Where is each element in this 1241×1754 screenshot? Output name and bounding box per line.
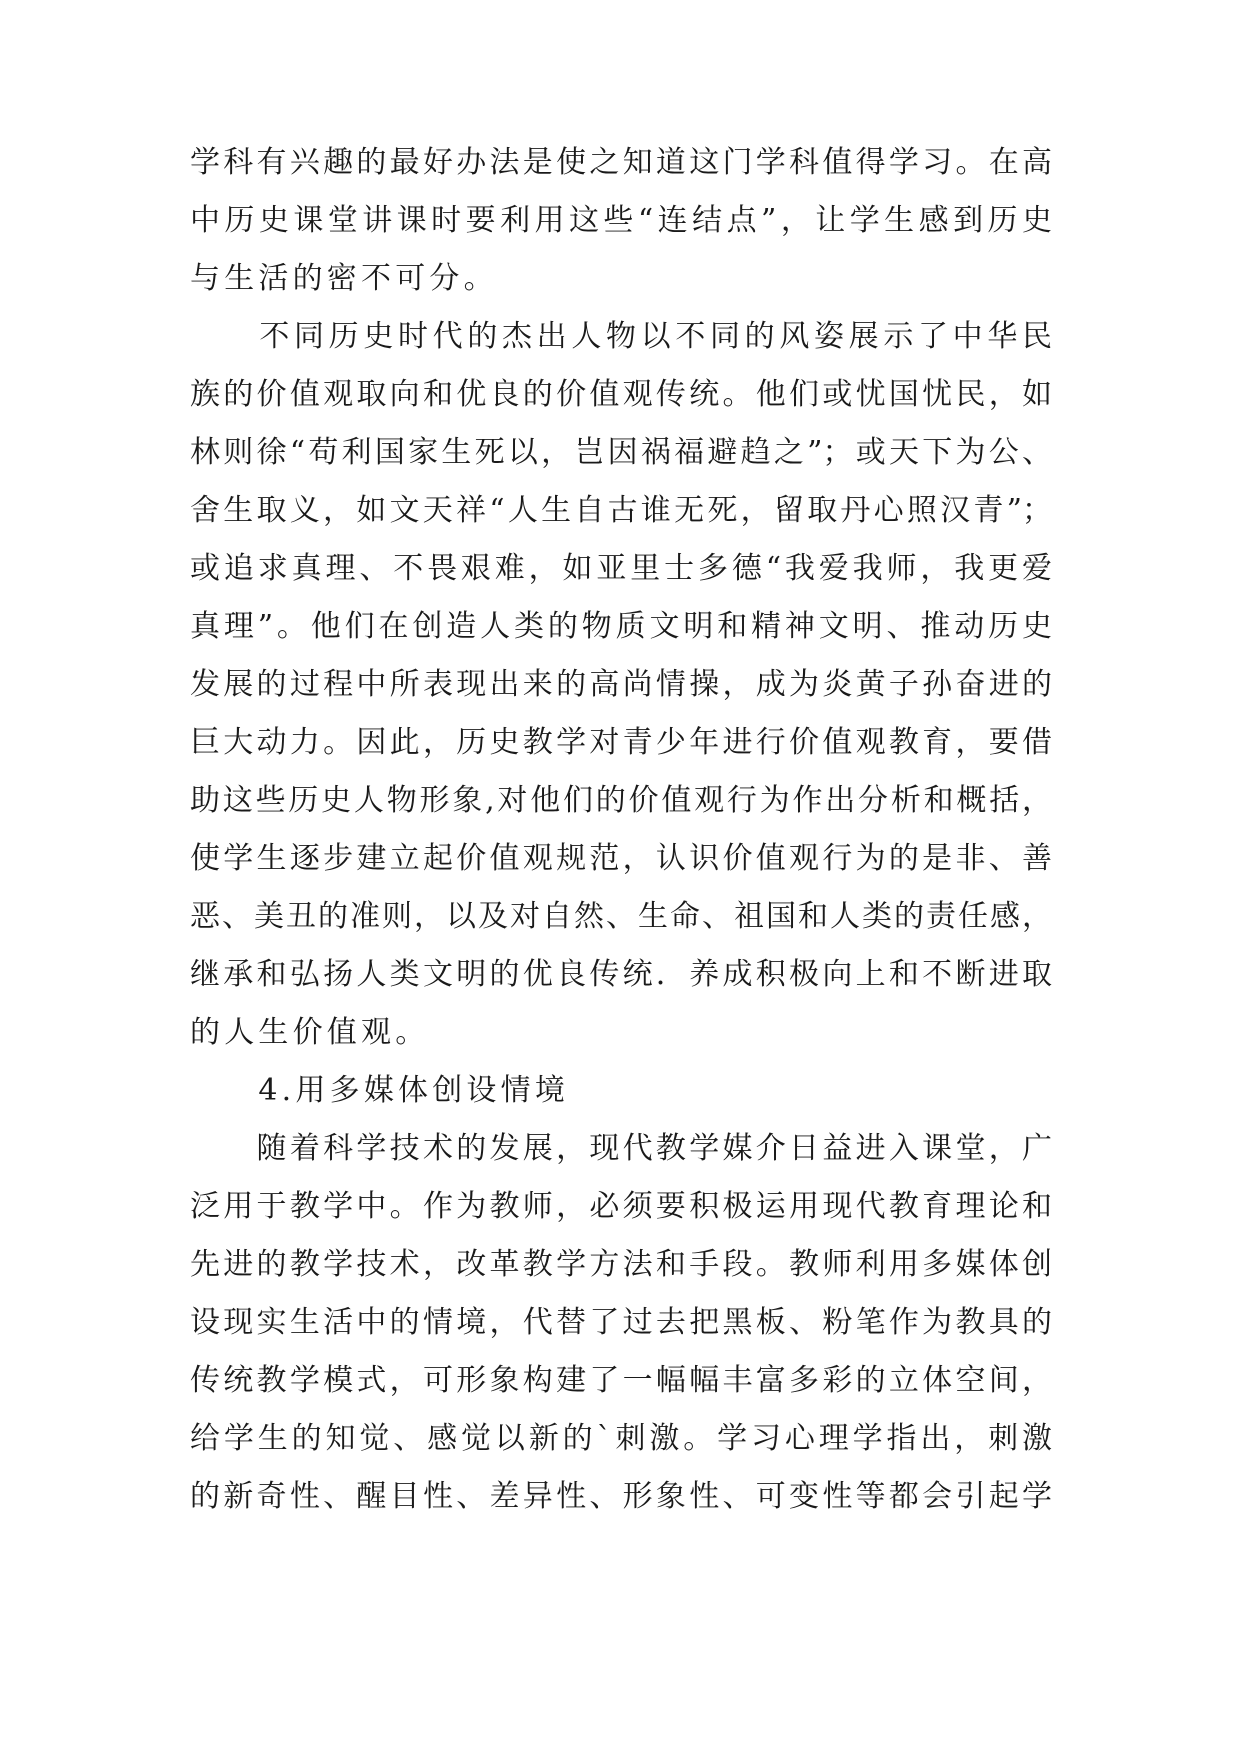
text-line-22: 传统教学模式，可形象构建了一幅幅丰富多彩的立体空间， — [190, 1363, 1052, 1398]
text-line-18: 随着科学技术的发展，现代教学媒介日益进入课堂，广 — [190, 1131, 1052, 1166]
text-line-9: 真理”。他们在创造人类的物质文明和精神文明、推动历史 — [190, 609, 1052, 644]
text-line-3: 与生活的密不可分。 — [190, 261, 498, 296]
text-line-16: 的人生价值观。 — [190, 1015, 430, 1050]
text-line-23: 给学生的知觉、感觉以新的`刺激。学习心理学指出，刺激 — [190, 1421, 1052, 1456]
text-line-15: 继承和弘扬人类文明的优良传统．养成积极向上和不断进取 — [190, 957, 1052, 992]
text-line-24: 的新奇性、醒目性、差异性、形象性、可变性等都会引起学 — [190, 1479, 1052, 1514]
text-line-7: 舍生取义，如文天祥“人生自古谁无死，留取丹心照汉青”； — [190, 493, 1052, 528]
text-line-8: 或追求真理、不畏艰难，如亚里士多德“我爱我师，我更爱 — [190, 551, 1052, 586]
section-heading: 4.用多媒体创设情境 — [190, 1073, 570, 1108]
text-line-14: 恶、美丑的准则，以及对自然、生命、祖国和人类的责任感， — [190, 899, 1052, 934]
text-line-21: 设现实生活中的情境，代替了过去把黑板、粉笔作为教具的 — [190, 1305, 1052, 1340]
text-line-19: 泛用于教学中。作为教师，必须要积极运用现代教育理论和 — [190, 1189, 1052, 1224]
text-line-13: 使学生逐步建立起价值观规范，认识价值观行为的是非、善 — [190, 841, 1052, 876]
text-line-20: 先进的教学技术，改革教学方法和手段。教师利用多媒体创 — [190, 1247, 1052, 1282]
text-line-12: 助这些历史人物形象,对他们的价值观行为作出分析和概括， — [190, 783, 1052, 818]
text-line-5: 族的价值观取向和优良的价值观传统。他们或忧国忧民，如 — [190, 377, 1052, 412]
text-line-4: 不同历史时代的杰出人物以不同的风姿展示了中华民 — [190, 319, 1052, 354]
text-line-10: 发展的过程中所表现出来的高尚情操，成为炎黄子孙奋进的 — [190, 667, 1052, 702]
text-line-1: 学科有兴趣的最好办法是使之知道这门学科值得学习。在高 — [190, 145, 1052, 180]
text-line-2: 中历史课堂讲课时要利用这些“连结点”，让学生感到历史 — [190, 203, 1052, 238]
text-line-11: 巨大动力。因此，历史教学对青少年进行价值观教育，要借 — [190, 725, 1052, 760]
text-line-6: 林则徐“苟利国家生死以，岂因祸福避趋之”；或天下为公、 — [190, 435, 1052, 470]
